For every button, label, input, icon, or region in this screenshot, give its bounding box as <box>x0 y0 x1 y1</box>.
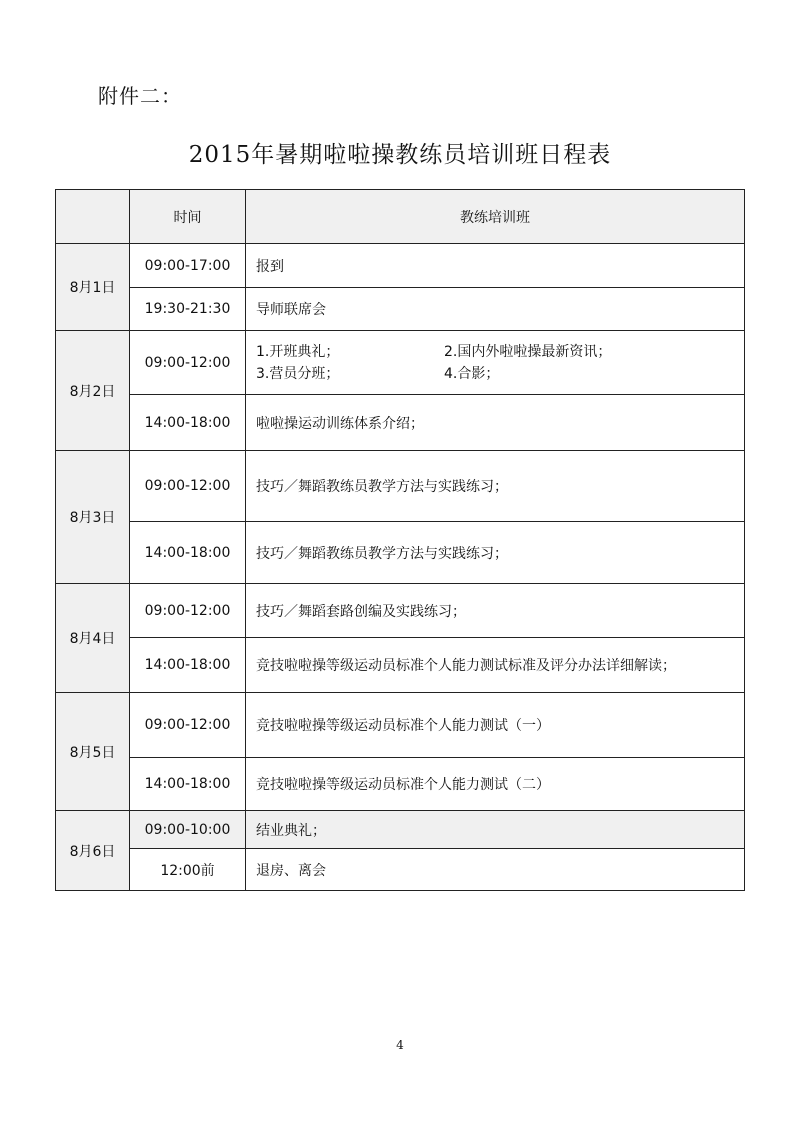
header-day-cell <box>56 190 130 244</box>
content-cell: 啦啦操运动训练体系介绍； <box>246 395 745 451</box>
table-row <box>56 395 745 451</box>
schedule-table <box>55 189 745 891</box>
table-row <box>56 584 745 638</box>
time-cell: 09:00-12:00 <box>130 331 246 395</box>
table-row <box>56 638 745 693</box>
content-cell: 报到 <box>246 244 745 288</box>
date-cell: 8月3日 <box>56 451 130 584</box>
content-cell: 竞技啦啦操等级运动员标准个人能力测试（二） <box>246 758 745 811</box>
time-cell: 14:00-18:00 <box>130 522 246 584</box>
time-cell: 14:00-18:00 <box>130 638 246 693</box>
header-row <box>56 190 745 244</box>
time-cell: 14:00-18:00 <box>130 758 246 811</box>
table-row <box>56 811 745 849</box>
time-cell: 09:00-17:00 <box>130 244 246 288</box>
agenda-item: 2.国内外啦啦操最新资讯； <box>444 343 612 360</box>
date-cell: 8月6日 <box>56 811 130 891</box>
table-row <box>56 331 745 395</box>
date-cell: 8月2日 <box>56 331 130 451</box>
content-cell: 退房、离会 <box>246 849 745 891</box>
table-row <box>56 288 745 331</box>
agenda-item: 4.合影； <box>444 365 500 382</box>
table-row <box>56 693 745 758</box>
agenda-list <box>256 344 744 382</box>
date-cell: 8月4日 <box>56 584 130 693</box>
content-cell: 技巧／舞蹈教练员教学方法与实践练习； <box>246 451 745 522</box>
content-cell: 导师联席会 <box>246 288 745 331</box>
table-row <box>56 244 745 288</box>
date-cell: 8月1日 <box>56 244 130 331</box>
time-cell: 19:30-21:30 <box>130 288 246 331</box>
page-title: 2015年暑期啦啦操教练员培训班日程表 <box>188 142 612 168</box>
content-cell: 竞技啦啦操等级运动员标准个人能力测试标准及评分办法详细解读； <box>246 638 745 693</box>
content-cell: 竞技啦啦操等级运动员标准个人能力测试（一） <box>246 693 745 758</box>
time-cell: 14:00-18:00 <box>130 395 246 451</box>
agenda-item: 1.开班典礼； <box>256 343 340 360</box>
agenda-item: 3.营员分班； <box>256 365 340 382</box>
table-row <box>56 849 745 891</box>
content-cell: 结业典礼； <box>246 811 745 849</box>
header-time-cell: 时间 <box>130 190 246 244</box>
header-content-cell: 教练培训班 <box>246 190 745 244</box>
time-cell: 09:00-12:00 <box>130 693 246 758</box>
content-cell: 技巧／舞蹈套路创编及实践练习； <box>246 584 745 638</box>
table-row <box>56 522 745 584</box>
time-cell: 09:00-10:00 <box>130 811 246 849</box>
table-row <box>56 758 745 811</box>
page-number: 4 <box>396 1038 404 1052</box>
time-cell: 12:00前 <box>130 849 246 891</box>
content-cell <box>246 331 745 395</box>
attachment-label: 附件二： <box>98 84 182 108</box>
time-cell: 09:00-12:00 <box>130 584 246 638</box>
content-cell: 技巧／舞蹈教练员教学方法与实践练习； <box>246 522 745 584</box>
table-row <box>56 451 745 522</box>
time-cell: 09:00-12:00 <box>130 451 246 522</box>
date-cell: 8月5日 <box>56 693 130 811</box>
